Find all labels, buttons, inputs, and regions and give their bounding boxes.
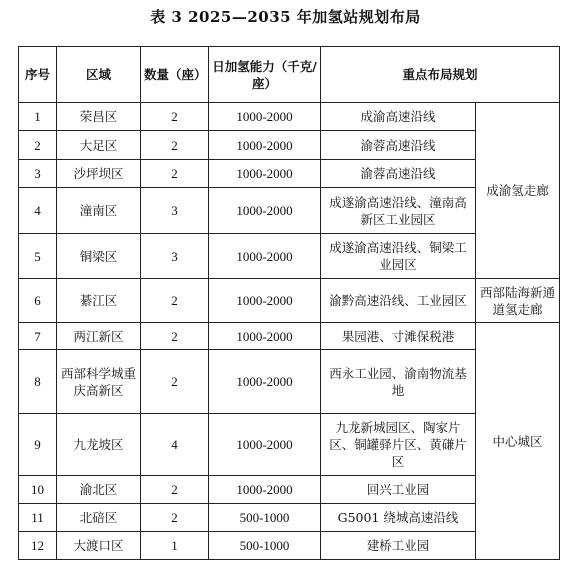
cell-count: 2: [141, 350, 209, 414]
cell-seq: 7: [19, 323, 57, 350]
cell-corridor-chengyu: 成渝氢走廊: [476, 103, 560, 279]
cell-district: 綦江区: [57, 279, 141, 323]
table-row: [19, 103, 560, 131]
cell-district: 九龙坡区: [57, 414, 141, 476]
cell-seq: 8: [19, 350, 57, 414]
cell-capacity: 1000-2000: [209, 234, 321, 279]
cell-count: 2: [141, 160, 209, 188]
cell-route: 西永工业园、渝南物流基地: [321, 350, 476, 414]
cell-seq: 4: [19, 188, 57, 234]
cell-route: 渝黔高速沿线、工业园区: [321, 279, 476, 323]
cell-count: 2: [141, 131, 209, 160]
cell-seq: 9: [19, 414, 57, 476]
header-row: [19, 47, 560, 103]
cell-seq: 11: [19, 504, 57, 532]
cell-route: 成遂渝高速沿线、潼南高新区工业园区: [321, 188, 476, 234]
table-title: 表 3 2025—2035 年加氢站规划布局: [150, 8, 421, 26]
cell-count: 3: [141, 188, 209, 234]
header-seq: 序号: [19, 47, 57, 103]
cell-seq: 12: [19, 532, 57, 560]
cell-seq: 10: [19, 476, 57, 504]
cell-capacity: 1000-2000: [209, 103, 321, 131]
cell-district: 大足区: [57, 131, 141, 160]
cell-district: 两江新区: [57, 323, 141, 350]
cell-capacity: 1000-2000: [209, 279, 321, 323]
cell-route: 成渝高速沿线: [321, 103, 476, 131]
cell-capacity: 1000-2000: [209, 160, 321, 188]
cell-route: G5001 绕城高速沿线: [321, 504, 476, 532]
cell-corridor-center: 中心城区: [476, 323, 560, 560]
cell-capacity: 1000-2000: [209, 188, 321, 234]
cell-seq: 1: [19, 103, 57, 131]
cell-seq: 6: [19, 279, 57, 323]
table-row: [19, 279, 560, 323]
cell-route: 渝蓉高速沿线: [321, 160, 476, 188]
cell-count: 3: [141, 234, 209, 279]
cell-seq: 2: [19, 131, 57, 160]
cell-district: 西部科学城重庆高新区: [57, 350, 141, 414]
cell-route: 成遂渝高速沿线、铜梁工业园区: [321, 234, 476, 279]
cell-district: 铜梁区: [57, 234, 141, 279]
cell-route: 渝蓉高速沿线: [321, 131, 476, 160]
hydrogen-station-table: [18, 46, 560, 560]
cell-capacity: 500-1000: [209, 504, 321, 532]
cell-route: 九龙新城园区、陶家片区、铜罐驿片区、黄磏片区: [321, 414, 476, 476]
cell-seq: 3: [19, 160, 57, 188]
cell-capacity: 500-1000: [209, 532, 321, 560]
table-row: [19, 323, 560, 350]
cell-count: 4: [141, 414, 209, 476]
cell-route: 回兴工业园: [321, 476, 476, 504]
header-district: 区域: [57, 47, 141, 103]
cell-seq: 5: [19, 234, 57, 279]
cell-district: 大渡口区: [57, 532, 141, 560]
cell-district: 北碚区: [57, 504, 141, 532]
cell-route: 建桥工业园: [321, 532, 476, 560]
cell-route: 果园港、寸滩保税港: [321, 323, 476, 350]
cell-district: 潼南区: [57, 188, 141, 234]
cell-count: 2: [141, 504, 209, 532]
cell-capacity: 1000-2000: [209, 323, 321, 350]
header-layout: 重点布局规划: [321, 47, 560, 103]
cell-capacity: 1000-2000: [209, 350, 321, 414]
cell-corridor-xibu: 西部陆海新通道氢走廊: [476, 279, 560, 323]
cell-district: 沙坪坝区: [57, 160, 141, 188]
cell-count: 2: [141, 103, 209, 131]
cell-capacity: 1000-2000: [209, 131, 321, 160]
cell-district: 荣昌区: [57, 103, 141, 131]
cell-capacity: 1000-2000: [209, 476, 321, 504]
cell-count: 2: [141, 323, 209, 350]
cell-count: 2: [141, 476, 209, 504]
cell-district: 渝北区: [57, 476, 141, 504]
cell-count: 2: [141, 279, 209, 323]
cell-count: 1: [141, 532, 209, 560]
header-count: 数量（座）: [141, 47, 209, 103]
header-capacity: 日加氢能力（千克/座）: [209, 47, 321, 103]
cell-capacity: 1000-2000: [209, 414, 321, 476]
